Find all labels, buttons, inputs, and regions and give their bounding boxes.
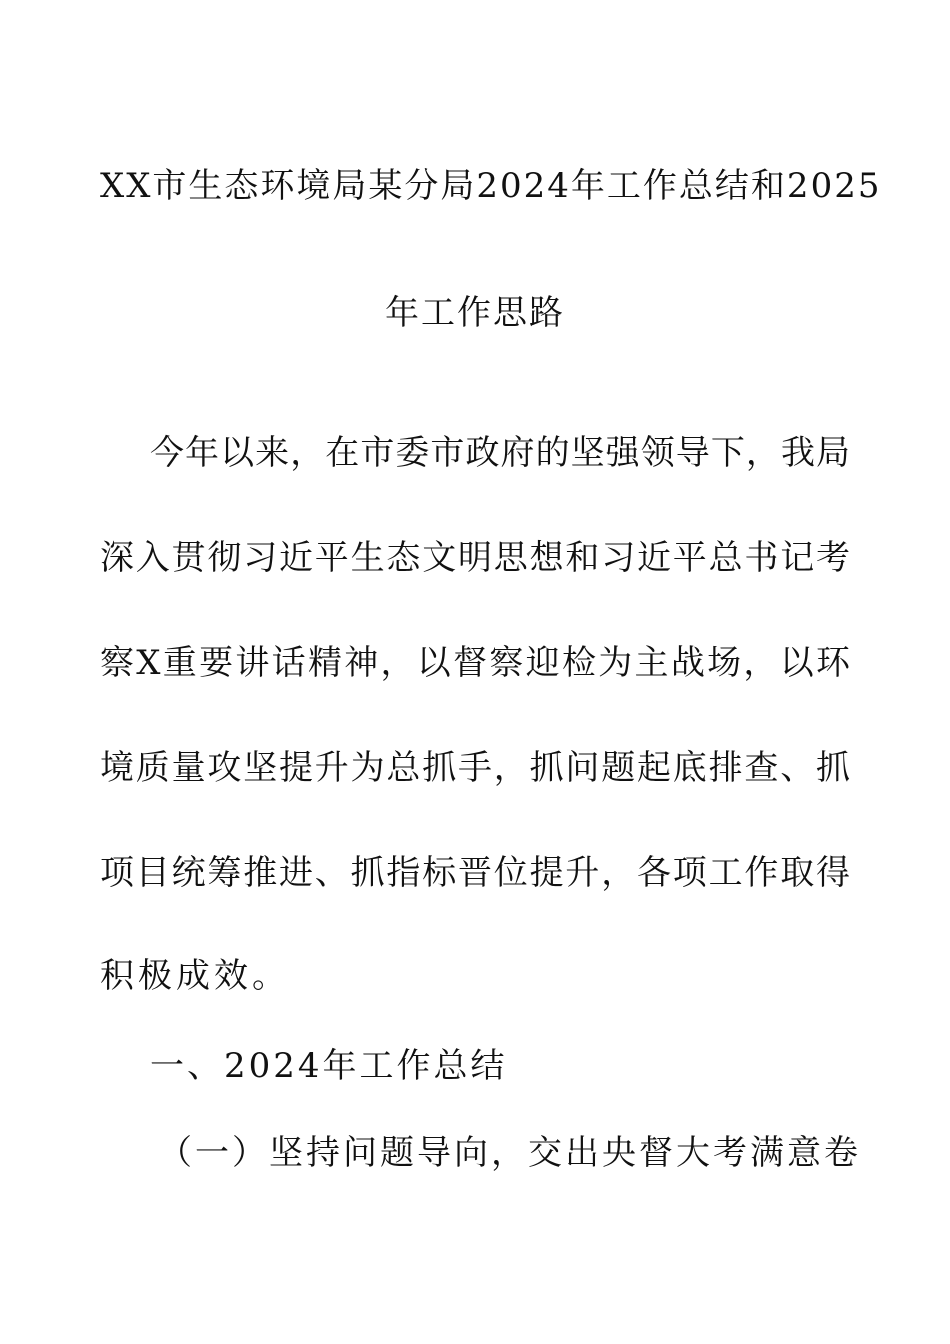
paragraph-line: 积极成效。	[100, 956, 290, 996]
paragraph-line: 深入贯彻习近平生态文明思想和习近平总书记考	[100, 538, 850, 578]
section-heading: 一、2024年工作总结	[150, 1046, 508, 1086]
paragraph-line: 境质量攻坚提升为总抓手，抓问题起底排查、抓	[100, 748, 850, 788]
paragraph-line: 察X重要讲话精神，以督察迎检为主战场，以环	[100, 643, 850, 683]
paragraph-line: 项目统筹推进、抓指标晋位提升，各项工作取得	[100, 853, 850, 893]
subsection-heading: （一）坚持问题导向，交出央督大考满意卷	[158, 1133, 861, 1173]
paragraph-line: 今年以来，在市委市政府的坚强领导下，我局	[150, 433, 850, 473]
document-title-line-2: 年工作思路	[385, 293, 565, 333]
document-title-line-1: XX市生态环境局某分局2024年工作总结和2025	[100, 166, 882, 206]
